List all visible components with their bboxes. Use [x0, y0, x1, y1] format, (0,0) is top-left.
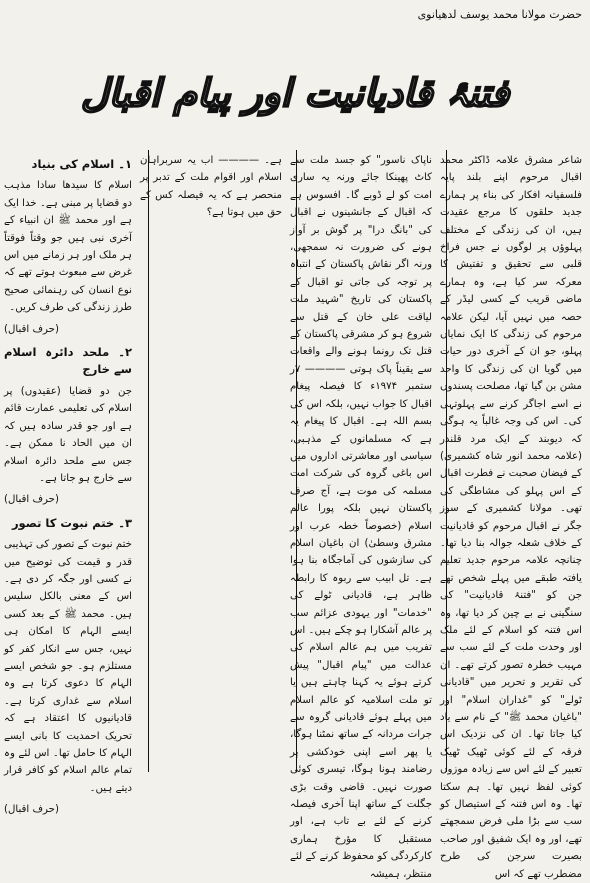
section-heading: ۳۔ ختم نبوت کا تصور	[11, 515, 132, 530]
section-heading: ۱۔ اسلام کی بنیاد	[31, 157, 132, 171]
section-text: اسلام کا سیدھا سادا مذہب دو قضایا پر مبنی ہے۔ خدا ایک ہے اور محمد ﷺ ان انبیاء کے آخری نبی ہیں جو وقتاً فوقتاً ہر ملک اور ہر زمانے میں اس غرض سے مبعوث ہوتے تھے کہ نوع انسان کی رہنمائی صحیح طرز زندگی کی طرف کریں۔	[4, 180, 132, 314]
sidebar-quotes	[4, 150, 132, 816]
article-column-1	[440, 152, 582, 880]
section-text: ختم نبوت کے تصور کی تہذیبی قدر و قیمت کی توضیح میں نے کسی اور جگہ کر دی ہے۔ اس کے معنی بالکل سلیس ہیں۔ محمد ﷺ کے بعد کسی ایسے الہام کا امکان ہی نہیں، جس سے انکار کفر کو مستلزم ہو۔ جو شخص ایسے الہام کا دعوی کرتا ہے وہ اسلام سے غداری کرتا ہے۔ قادیانیوں کا اعتقاد ہے کہ تحریک احمدیت کا بانی ایسے الہام کا حامل تھا۔ اس لئے وہ تمام عالم اسلام کو کافر قرار دیتے ہیں۔	[4, 539, 132, 794]
source-citation: (حرف اقبال)	[4, 804, 59, 816]
section-heading: ۲۔ ملحد دائرہ اسلام سے خارج	[4, 345, 132, 377]
author-byline: حضرت مولانا محمد یوسف لدھیانوی	[417, 8, 582, 21]
page-title: فتنۂ قادیانیت اور پیام اقبال	[80, 70, 510, 115]
section-text: جن دو قضایا (عقیدوں) پر اسلام کی تعلیمی عمارت قائم ہے اور جو قدر سادہ ہیں کہ ان میں الحاد نا ممکن ہے۔ جس سے ملحد دائرہ اسلام سے خارج ہو جاتا ہے۔	[4, 385, 132, 484]
article-column-3	[140, 152, 282, 774]
paragraph: شاعر مشرق علامہ ڈاکٹر محمد اقبال مرحوم اپنے بلند پایہ فلسفیانہ افکار کی بناء پر ہمارے جدید حلقوں کا مرجع عقیدت ہیں، ان کی زندگی کے مختلف پہلوؤں پر لوگوں نے جس فراخ قلبی سے تحقیق و تفتیش کا معرکہ سر کیا ہے، وہ ہمارے ماضی قریب کے کسی لیڈر کے حصہ میں نہیں آیا، لیکن علامہ مرحوم کی زندگی کا ایک نمایاں پہلو، جو ان کے آخری دور حیات میں گویا ان کی زندگی کا واحد مشن بن گیا تھا، مصلحت پسندوں نے اسے اجاگر کرنے سے پہلوتہی کی۔ اس کی وجہ غالباً یہ ہوگی کہ دیوبند کے ایک مرد قلندر (علامہ محمد انور شاہ کشمیری) کے فیضان صحبت نے فطرت اقبال کے اس پہلو کی مشاطگی کی تھی۔ مولانا کشمیری کے سوز جگر نے اقبال مرحوم کو قادیانیت کے خلاف شعلہ جوالہ بنا دیا تھا۔ چنانچہ علامہ مرحوم جدید تعلیم یافتہ طبقے میں پہلے شخص تھے جن کو "فتنۂ قادیانیت" کی سنگینی نے بے چین کر دیا تھا، وہ اس فتنہ کو اسلام کے لئے ملک اور وحدت ملت کے لئے سب سے مہیب خطرہ تصور کرتے تھے۔ ان کی تقریر و تحریر میں "قادیانی ٹولے" کو "غداران اسلام" اور "باغیان محمد ﷺ" کے نام سے یاد کیا جاتا تھا۔ ان کی نزدیک اس فرقہ کے لئے کوئی ٹھیک ٹھیک تعبیر کے لئے اس سے زیادہ موزوں کوئی لفظ نہیں تھا۔ ہم سکتا تھا۔ وہ اس فتنہ کے استیصال کو سب سے بڑا ملی فرض سمجھتے تھے، اور وہ ایک شفیق اور صاحب بصیرت سرجن کی طرح مضطرب تھے کہ اس	[440, 155, 582, 880]
paragraph: ناپاک ناسور" کو جسد ملت سے کاٹ پھینکا جائے ورنہ یہ ساری امت کو لے ڈوبے گا۔ افسوس ہے کہ اقبال کے جانشینوں نے اقبال کی "بانگ درا" پر گوش بر آواز ہونے کی ضرورت نہ سمجھی، ورنہ اگر نقاش پاکستان کے انتباہ پر توجہ کی جاتی تو اقبال کے پاکستان کی تاریخ "شہید ملت لیاقت علی خان کے قتل سے شروع ہو کر مشرقی پاکستان کے قتل تک رونما ہونے والے واقعات سے یقیناً پاک ہوتی ———— ۷ر ستمبر ۱۹۷۴ء کا فیصلہ پیغام اقبال کا جواب نہیں، بلکہ اس کی بسم اللہ ہے۔ اقبال کا پیغام یہ ہے کہ مسلمانوں کے مذہبی، سیاسی اور معاشرتی اداروں میں اس باغی گروہ کی شرکت امت مسلمہ کی موت ہے، آج صرف پاکستان نہیں بلکہ پورا عالم اسلام (خصوصاً خطہ عرب اور مشرق وسطیٰ) ان باغیان اسلام کی سازشوں کی آماجگاہ بنا ہوا ہے۔ تل ابیب سے ربوہ کا رابطہ ظاہر ہے، قادیانی ٹولے کی "خدمات" اور یہودی عزائم سب پر عالم آشکارا ہو چکے ہیں۔ اس تفریب میں ہم عالم اسلام کی عدالت میں "پیام اقبال" پیش کرتے ہوئے یہ کہنا چاہتے ہیں یا تو ملت اسلامیہ کو عالم اسلام میں پہلے ہوئے قادیانی گروہ سے جرات مردانہ کے ساتھ نمٹنا ہوگا، یا پھر اسے اپنی خودکشی پر رضامند ہونا ہوگا، تیسری کوئی صورت نہیں۔ قاضی وقت بڑی جگلت کے ساتھ اپنا آخری فیصلہ کرنے کے لئے بے تاب ہے، اور مستقبل کا مؤرخ ہماری کارکردگی کو محفوظ کرنے کے لئے منتظر، ہمیشہ	[290, 155, 432, 880]
article-column-2	[290, 152, 432, 880]
paragraph: ہے۔ ———— اب یہ سربراہان اسلام اور اقوام ملت کے تدبر پر منحصر ہے کہ یہ فیصلہ کس کے حق میں ہوتا ہے؟	[140, 155, 282, 219]
source-citation: (حرف اقبال)	[4, 494, 59, 506]
source-citation: (حرف اقبال)	[4, 323, 59, 335]
